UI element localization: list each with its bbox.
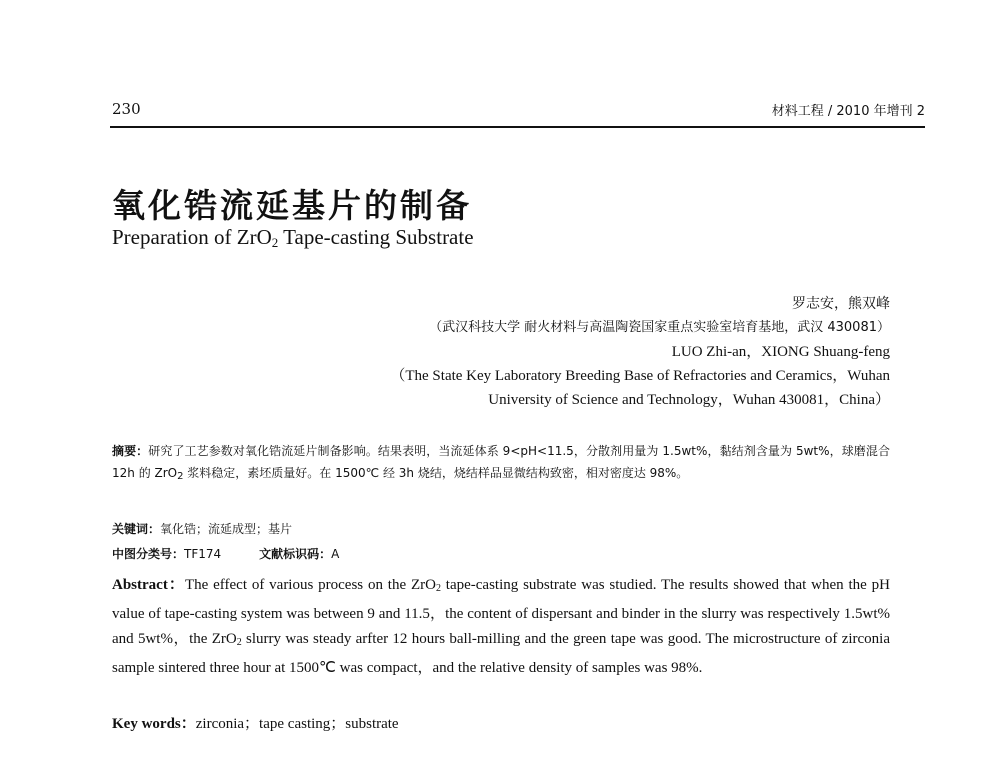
authors-english: LUO Zhi-an，XIONG Shuang-feng bbox=[671, 344, 890, 360]
author-block bbox=[390, 292, 890, 412]
chinese-keywords-label: 关键词： bbox=[112, 522, 161, 536]
header-rule bbox=[110, 126, 925, 128]
english-abstract: Abstract：The effect of various process on the ZrO2 tape-casting substrate was studied. The results showed that when the pH value of tape-casting system was between 9 and 11.5，the content of dispersant and binder in the slurry was respectively 1.5wt% and 5wt%，the ZrO2 slurry was steady arfter 12 hours ball-milling and the green tape was good. The microstructure of zirconia sample sintered three hour at 1500℃ was compact，and the relative density of samples was 98%. bbox=[112, 577, 891, 676]
affiliation-english-line-1: （The State Key Laboratory Breeding Base of Refractories and Ceramics，Wuhan bbox=[390, 368, 890, 384]
affiliation-english-line-2: University of Science and Technology，Wuhan 430081，China） bbox=[488, 392, 890, 408]
chinese-abstract-label: 摘要： bbox=[112, 444, 149, 458]
authors-chinese: 罗志安，熊双峰 bbox=[792, 296, 890, 312]
keywords-label: Key words： bbox=[112, 716, 196, 732]
page-number: 230 bbox=[112, 100, 141, 118]
chinese-abstract: 摘要：研究了工艺参数对氧化锆流延片制备影响。结果表明，当流延体系 9<pH<11.5，分散剂用量为 1.5wt%，黏结剂含量为 5wt%，球磨混合 12h 的 ZrO2 浆料稳定，素坯质量好。在 1500℃ 经 3h 烧结，烧结样品显微结构致密，相对密度达 98%。 bbox=[112, 444, 890, 482]
title-english: Preparation of ZrO$_2$ Tape-casting Substrate bbox=[112, 225, 474, 250]
english-keywords: Key words：zirconia；tape casting；substrate bbox=[112, 716, 399, 732]
journal-name: 材料工程 / 2010 年增刊 2 bbox=[771, 104, 925, 119]
chinese-keywords: 关键词：氧化锆；流延成型；基片 bbox=[112, 522, 293, 536]
title-chinese: 氧化锆流延基片的制备 bbox=[112, 186, 472, 225]
affiliation-chinese: （武汉科技大学 耐火材料与高温陶瓷国家重点实验室培育基地，武汉 430081） bbox=[429, 320, 890, 335]
abstract-label: Abstract： bbox=[112, 577, 185, 593]
classification-line: 中图分类号：TF174 文献标识码：A bbox=[112, 547, 340, 561]
